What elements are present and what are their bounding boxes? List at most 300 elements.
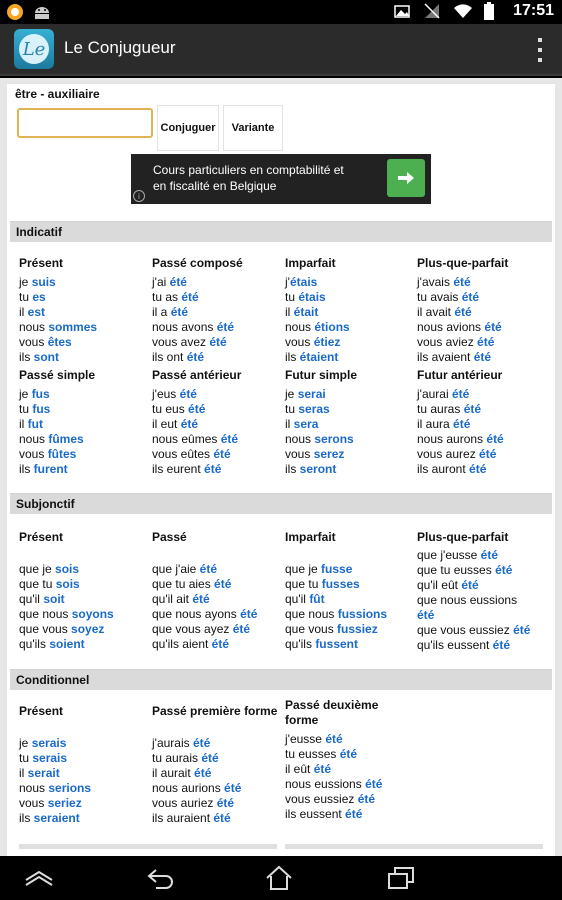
tense-block-passe-deuxieme-forme bbox=[285, 698, 395, 822]
verb-form: sera bbox=[293, 417, 319, 431]
conjugation-row bbox=[417, 387, 549, 402]
verb-form: seraient bbox=[33, 811, 80, 825]
pronoun: que vous bbox=[285, 622, 338, 636]
verb-form: été bbox=[179, 387, 197, 401]
verb-form: serions bbox=[48, 781, 92, 795]
pronoun: qu'ils aient bbox=[152, 637, 212, 651]
conjugation-row bbox=[19, 290, 151, 305]
verb-form: seront bbox=[299, 462, 337, 476]
battery-icon bbox=[483, 2, 501, 20]
verb-form: été bbox=[313, 762, 332, 776]
verb-form: été bbox=[214, 577, 232, 591]
verb-form: été bbox=[213, 447, 231, 461]
verb-form: été bbox=[345, 807, 363, 821]
conjugation-rows bbox=[417, 275, 549, 365]
tense-name: Futur simple bbox=[285, 368, 358, 382]
conjugation-row bbox=[285, 350, 417, 365]
pronoun: ils eurent bbox=[152, 462, 205, 476]
tense-name: Présent bbox=[19, 256, 64, 270]
verb-form: été bbox=[513, 623, 531, 637]
pronoun: qu'ils bbox=[19, 637, 50, 651]
pronoun: que vous eussiez bbox=[417, 623, 514, 637]
conjugation-row bbox=[285, 417, 417, 432]
conjugation-rows bbox=[152, 387, 284, 477]
conjugation-row bbox=[417, 447, 549, 462]
conjugation-row bbox=[417, 350, 549, 365]
pronoun: que nous ayons bbox=[152, 607, 241, 621]
pronoun: que j'aie bbox=[152, 562, 200, 576]
recent-apps-icon[interactable] bbox=[386, 864, 416, 892]
pronoun: tu bbox=[19, 751, 33, 765]
verb-form: fus bbox=[32, 402, 51, 416]
conjugation-row bbox=[417, 305, 549, 320]
pronoun: nous avons bbox=[152, 320, 217, 334]
pronoun: je bbox=[19, 736, 32, 750]
pronoun: que vous ayez bbox=[152, 622, 233, 636]
pronoun: ils auront bbox=[417, 462, 470, 476]
pronoun: il eut bbox=[152, 417, 181, 431]
conjugation-rows bbox=[285, 562, 417, 652]
pronoun: qu'ils bbox=[285, 637, 316, 651]
tense-name: Présent bbox=[19, 530, 64, 544]
verb-form: été bbox=[186, 350, 205, 364]
pronoun: je bbox=[285, 387, 298, 401]
ad-text-line2: en fiscalité en Belgique bbox=[153, 179, 277, 193]
verb-form: soyez bbox=[71, 622, 105, 636]
conjugation-rows bbox=[152, 736, 284, 826]
conjugation-row bbox=[417, 417, 549, 432]
variante-button[interactable]: Variante bbox=[223, 105, 283, 151]
conjugation-row bbox=[19, 592, 151, 607]
verb-form: été bbox=[453, 275, 471, 289]
verb-form: été bbox=[240, 607, 258, 621]
pronoun: vous aviez bbox=[417, 335, 478, 349]
pronoun: tu eusses bbox=[285, 747, 340, 761]
pronoun: il bbox=[285, 417, 294, 431]
verb-form: suis bbox=[31, 275, 56, 289]
conjugation-row bbox=[152, 432, 284, 447]
tense-name: Imparfait bbox=[285, 256, 336, 270]
app-logo-icon[interactable] bbox=[14, 29, 54, 69]
verb-form: fussent bbox=[315, 637, 358, 651]
pronoun: que je bbox=[285, 562, 322, 576]
pronoun: que nous eussions bbox=[417, 593, 518, 607]
pronoun: nous bbox=[285, 432, 315, 446]
tense-block-futur-simple bbox=[285, 368, 417, 477]
tense-block-present bbox=[19, 530, 151, 652]
verb-form: été bbox=[220, 432, 239, 446]
verb-form: été bbox=[194, 766, 212, 780]
action-bar bbox=[0, 24, 562, 76]
pronoun: qu'il eût bbox=[417, 578, 462, 592]
verb-form: été bbox=[484, 320, 502, 334]
pronoun: nous aurons bbox=[417, 432, 487, 446]
verb-form: été bbox=[216, 320, 235, 334]
home-chevron-icon[interactable] bbox=[24, 864, 54, 892]
tense-block-passe-premiere-forme bbox=[152, 704, 284, 826]
verb-form: été bbox=[180, 417, 199, 431]
tense-name: Passé première forme bbox=[152, 704, 278, 718]
conjugation-rows bbox=[19, 736, 151, 826]
app-logo-letter: Le bbox=[19, 34, 49, 64]
back-icon[interactable] bbox=[146, 864, 176, 892]
conjugation-row bbox=[285, 562, 417, 577]
pronoun: j'eus bbox=[152, 387, 180, 401]
verb-form: été bbox=[451, 387, 470, 401]
conjugation-row bbox=[417, 563, 549, 578]
pronoun: ils avaient bbox=[417, 350, 474, 364]
conjugation-row bbox=[285, 447, 417, 462]
conjugation-row bbox=[417, 275, 549, 290]
pronoun: que j'eusse bbox=[417, 548, 481, 562]
pronoun: je bbox=[19, 387, 32, 401]
verb-form: soit bbox=[43, 592, 65, 606]
verb-form: été bbox=[486, 432, 504, 446]
ad-banner[interactable] bbox=[131, 154, 431, 204]
pronoun: tu as bbox=[152, 290, 182, 304]
verb-form: serez bbox=[313, 447, 345, 461]
conjugation-rows bbox=[285, 732, 395, 822]
section-header-subjonctif: Subjonctif bbox=[10, 494, 552, 514]
verb-form: étais bbox=[289, 275, 318, 289]
content-area[interactable] bbox=[0, 78, 562, 856]
verb-form: été bbox=[199, 562, 218, 576]
pronoun: vous aurez bbox=[417, 447, 480, 461]
pronoun: j'ai bbox=[152, 275, 170, 289]
verb-form: été bbox=[209, 335, 227, 349]
section-header-conditionnel: Conditionnel bbox=[10, 670, 552, 690]
tense-name: Passé deuxième forme bbox=[285, 698, 379, 727]
pronoun: vous avez bbox=[152, 335, 210, 349]
tense-block-plus-que-parfait bbox=[417, 530, 549, 653]
pronoun: il bbox=[19, 417, 28, 431]
conjugation-row bbox=[152, 447, 284, 462]
home-icon[interactable] bbox=[264, 864, 294, 892]
tense-block-imparfait bbox=[285, 530, 417, 652]
conjugation-row bbox=[19, 736, 151, 751]
conjugation-row bbox=[19, 402, 151, 417]
conjugation-row bbox=[152, 736, 284, 751]
navigation-bar bbox=[0, 856, 562, 900]
pronoun: j'eusse bbox=[285, 732, 326, 746]
conjugation-row bbox=[417, 402, 549, 417]
conjugation-row bbox=[152, 766, 284, 781]
verb-form: été bbox=[325, 732, 343, 746]
pronoun: que tu eusses bbox=[417, 563, 496, 577]
pronoun: il bbox=[19, 766, 28, 780]
conjugation-page bbox=[7, 84, 555, 856]
verb-form: serai bbox=[297, 387, 326, 401]
verb-form: été bbox=[480, 548, 499, 562]
verb-form: soyons bbox=[71, 607, 114, 621]
pronoun: vous bbox=[19, 335, 48, 349]
conjugation-row bbox=[285, 305, 417, 320]
tense-name: Passé simple bbox=[19, 368, 96, 382]
verb-form: seras bbox=[298, 402, 330, 416]
tense-block-passe-simple bbox=[19, 368, 151, 477]
tense-name: Passé bbox=[152, 530, 187, 544]
verb-form: été bbox=[357, 792, 376, 806]
verb-form: sois bbox=[55, 577, 80, 591]
verb-form: été bbox=[170, 305, 189, 319]
pronoun: ils bbox=[285, 462, 300, 476]
pronoun: ils bbox=[19, 350, 34, 364]
next-section-edge bbox=[285, 844, 543, 849]
conjugation-row bbox=[19, 320, 151, 335]
pronoun: il avait bbox=[417, 305, 455, 319]
verb-form: été bbox=[469, 462, 487, 476]
pronoun: que nous bbox=[285, 607, 338, 621]
tense-block-passe-anterieur bbox=[152, 368, 284, 477]
conjugation-row bbox=[285, 387, 417, 402]
overflow-menu-icon[interactable] bbox=[534, 38, 546, 62]
conjugation-row bbox=[285, 432, 417, 447]
conjugation-row bbox=[417, 578, 549, 593]
conjugation-rows bbox=[285, 275, 417, 365]
conjugation-row bbox=[19, 781, 151, 796]
pronoun: j'avais bbox=[417, 275, 454, 289]
verb-form: furent bbox=[33, 462, 68, 476]
verb-form: été bbox=[461, 290, 480, 304]
pronoun: tu bbox=[19, 290, 33, 304]
pronoun: ils bbox=[19, 462, 34, 476]
conjugation-row bbox=[285, 622, 417, 637]
conjugation-row bbox=[152, 335, 284, 350]
verb-form: été bbox=[454, 305, 472, 319]
verb-form: était bbox=[293, 305, 319, 319]
conjugation-row bbox=[285, 607, 417, 622]
conjugation-row bbox=[19, 275, 151, 290]
conjuguer-button[interactable]: Conjuguer bbox=[157, 105, 219, 151]
pronoun: ils ont bbox=[152, 350, 187, 364]
conjugation-row bbox=[285, 592, 417, 607]
pronoun: j'aurais bbox=[152, 736, 193, 750]
verb-form: été bbox=[453, 417, 471, 431]
tense-block-imparfait bbox=[285, 256, 417, 365]
verb-form: été bbox=[211, 637, 230, 651]
pronoun: que tu aies bbox=[152, 577, 215, 591]
verb-form: fusse bbox=[321, 562, 353, 576]
pronoun: ils eussent bbox=[285, 807, 346, 821]
tense-block-passe-compose bbox=[152, 256, 284, 365]
verb-form: été bbox=[495, 563, 513, 577]
verb-form: été bbox=[463, 402, 482, 416]
status-right-icons bbox=[393, 2, 554, 20]
pronoun: nous avions bbox=[417, 320, 485, 334]
verb-form: fusses bbox=[321, 577, 360, 591]
pronoun: nous bbox=[19, 432, 49, 446]
tense-block-plus-que-parfait bbox=[417, 256, 549, 365]
conjugation-row bbox=[152, 796, 284, 811]
conjugation-row bbox=[417, 548, 549, 563]
pronoun: il bbox=[285, 305, 294, 319]
conjugation-row bbox=[152, 562, 284, 577]
pronoun: que tu bbox=[19, 577, 56, 591]
verb-title: être - auxiliaire bbox=[15, 87, 100, 101]
conjugation-row bbox=[152, 462, 284, 477]
pronoun: vous bbox=[19, 796, 48, 810]
pronoun: tu bbox=[19, 402, 33, 416]
verb-form: étions bbox=[314, 320, 350, 334]
verb-form: soient bbox=[49, 637, 85, 651]
verb-form: seriez bbox=[47, 796, 82, 810]
pronoun: vous bbox=[285, 447, 314, 461]
verb-form: été bbox=[479, 447, 497, 461]
conjugation-row bbox=[19, 462, 151, 477]
pronoun: vous auriez bbox=[152, 796, 217, 810]
conjugation-rows bbox=[19, 387, 151, 477]
verb-form: sont bbox=[33, 350, 60, 364]
conjugation-row bbox=[285, 402, 417, 417]
ad-text bbox=[153, 162, 344, 194]
conjugation-rows bbox=[417, 548, 549, 653]
conjugation-row bbox=[19, 387, 151, 402]
verb-form: fût bbox=[309, 592, 325, 606]
status-left-icons bbox=[6, 3, 50, 21]
conjugation-row bbox=[152, 811, 284, 826]
conjugation-row bbox=[19, 766, 151, 781]
app-title: Le Conjugueur bbox=[64, 38, 176, 57]
verb-form: étaient bbox=[299, 350, 339, 364]
tense-name: Futur antérieur bbox=[417, 368, 503, 382]
verb-form: es bbox=[32, 290, 46, 304]
conjugation-row bbox=[285, 320, 417, 335]
verb-form: été bbox=[477, 335, 495, 349]
conjugation-row bbox=[285, 792, 395, 807]
conjugation-row bbox=[152, 350, 284, 365]
conjugation-row bbox=[285, 275, 417, 290]
verb-form: fûmes bbox=[48, 432, 84, 446]
conjugation-row bbox=[152, 577, 284, 592]
verb-form: étais bbox=[298, 290, 326, 304]
verb-form: fûtes bbox=[47, 447, 77, 461]
conjugation-rows bbox=[152, 562, 284, 652]
conjugation-row bbox=[152, 637, 284, 652]
conjugation-row bbox=[417, 638, 549, 653]
pronoun: que tu bbox=[285, 577, 322, 591]
conjugation-row bbox=[152, 417, 284, 432]
wifi-icon bbox=[453, 2, 471, 20]
verb-form: serait bbox=[27, 766, 60, 780]
pronoun: je bbox=[19, 275, 32, 289]
conjugation-row bbox=[417, 593, 549, 608]
conjugation-row bbox=[19, 562, 151, 577]
pronoun: tu bbox=[285, 402, 299, 416]
pronoun: il aura bbox=[417, 417, 454, 431]
pronoun: tu bbox=[285, 290, 299, 304]
verb-form: été bbox=[213, 811, 231, 825]
conjugation-row bbox=[19, 350, 151, 365]
ad-text-line1: Cours particuliers en comptabilité et bbox=[153, 163, 344, 177]
pronoun: nous eûmes bbox=[152, 432, 221, 446]
tense-name: Passé antérieur bbox=[152, 368, 242, 382]
verb-form: été bbox=[224, 781, 242, 795]
pronoun: j'aurai bbox=[417, 387, 452, 401]
pronoun: que vous bbox=[19, 622, 72, 636]
pronoun: qu'il bbox=[285, 592, 310, 606]
conjugation-row bbox=[19, 417, 151, 432]
verb-form: est bbox=[27, 305, 46, 319]
verb-form: été bbox=[461, 578, 479, 592]
conjugation-row bbox=[417, 608, 549, 623]
conjugation-row bbox=[285, 462, 417, 477]
android-icon bbox=[32, 3, 50, 21]
conjugation-row bbox=[285, 807, 395, 822]
conjugation-row bbox=[19, 811, 151, 826]
tense-name: Présent bbox=[19, 704, 64, 718]
no-signal-icon bbox=[423, 2, 441, 20]
status-bar bbox=[0, 0, 562, 24]
conjugation-row bbox=[19, 335, 151, 350]
verb-form: été bbox=[232, 622, 251, 636]
verb-form: serais bbox=[32, 751, 68, 765]
conjugation-row bbox=[152, 402, 284, 417]
conjugation-row bbox=[417, 335, 549, 350]
verb-form: été bbox=[492, 638, 511, 652]
conjugation-row bbox=[285, 762, 395, 777]
pronoun: ils bbox=[285, 350, 300, 364]
verb-form: été bbox=[216, 796, 235, 810]
conjugation-row bbox=[152, 275, 284, 290]
verb-form: été bbox=[192, 736, 211, 750]
verb-form: fus bbox=[31, 387, 50, 401]
conjugation-row bbox=[417, 320, 549, 335]
tense-name: Passé composé bbox=[152, 256, 243, 270]
conjugation-row bbox=[152, 607, 284, 622]
conjugation-row bbox=[19, 577, 151, 592]
pronoun: nous bbox=[19, 320, 49, 334]
verb-form: été bbox=[365, 777, 383, 791]
conjugation-row bbox=[152, 305, 284, 320]
conjugation-row bbox=[152, 622, 284, 637]
tense-block-present bbox=[19, 256, 151, 365]
verb-form: êtes bbox=[47, 335, 72, 349]
verb-form: été bbox=[169, 275, 187, 289]
conjugation-row bbox=[152, 387, 284, 402]
conjugation-row bbox=[19, 447, 151, 462]
verb-form: été bbox=[201, 751, 219, 765]
tense-block-present bbox=[19, 704, 151, 826]
conjugation-row bbox=[285, 290, 417, 305]
pronoun: j' bbox=[285, 275, 290, 289]
verb-form: été bbox=[204, 462, 222, 476]
photo-icon bbox=[393, 2, 411, 20]
conjugation-row bbox=[285, 732, 395, 747]
verb-form: été bbox=[181, 290, 199, 304]
conjugation-row bbox=[285, 335, 417, 350]
pronoun: que nous bbox=[19, 607, 72, 621]
verb-form: fussiez bbox=[337, 622, 378, 636]
verb-form: été bbox=[188, 402, 206, 416]
conjugation-row bbox=[417, 623, 549, 638]
tense-name: Plus-que-parfait bbox=[417, 530, 509, 544]
next-section-edge bbox=[19, 844, 277, 849]
arrow-right-icon[interactable] bbox=[387, 159, 425, 197]
info-icon[interactable]: i bbox=[133, 190, 145, 202]
verb-form: été bbox=[192, 592, 210, 606]
conjugation-rows bbox=[285, 387, 417, 477]
pronoun: qu'ils eussent bbox=[417, 638, 493, 652]
conjugation-row bbox=[417, 290, 549, 305]
pronoun: nous bbox=[19, 781, 49, 795]
tense-name: Imparfait bbox=[285, 530, 336, 544]
pronoun: tu aurais bbox=[152, 751, 202, 765]
pronoun: il eût bbox=[285, 762, 314, 776]
pronoun: vous bbox=[19, 447, 48, 461]
pronoun: nous bbox=[285, 320, 315, 334]
verb-input[interactable] bbox=[17, 108, 153, 138]
tense-name: Plus-que-parfait bbox=[417, 256, 509, 270]
